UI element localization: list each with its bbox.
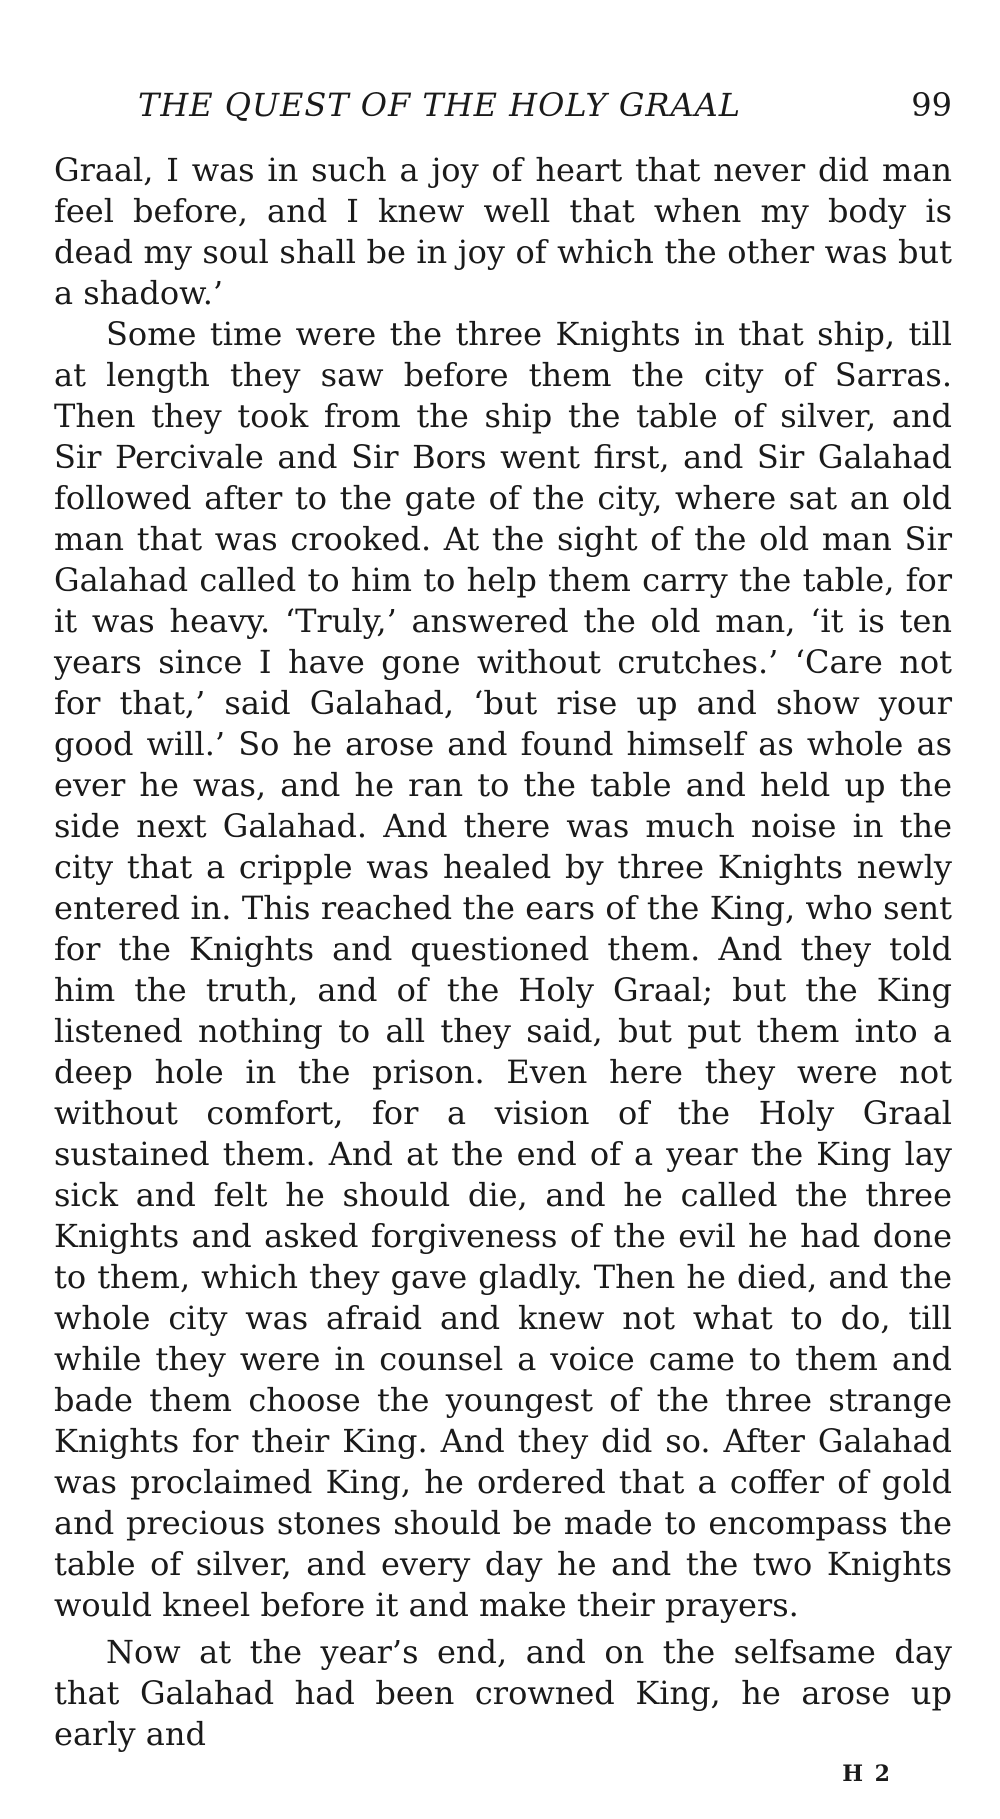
running-head — [54, 86, 952, 124]
running-head-title: THE QUEST OF THE HOLY GRAAL — [138, 86, 741, 124]
paragraph: Some time were the three Knights in that ship, till at length they saw before them the city of Sarras. Then they took from the ship the table of silver, and Sir Percivale and Sir Bors went first, and Sir Galahad followed after to the gate of the city, where sat an old man that was crooked. At the sight of the old man Sir Galahad called to him to help them carry the table, for it was heavy. ‘Truly,’ answered the old man, ‘it is ten years since I have gone without crutches.’ ‘Care not for that,’ said Galahad, ‘but rise up and show your good will.’ So he arose and found himself as whole as ever he was, and he ran to the table and held up the side next Galahad. And there was much noise in the city that a cripple was healed by three Knights newly entered in. This reached the ears of the King, who sent for the Knights and questioned them. And they told him the truth, and of the Holy Graal; but the King listened nothing to all they said, but put them into a deep hole in the prison. Even here they were not without comfort, for a vision of the Holy Graal sustained them. And at the end of a year the King lay sick and felt he should die, and he called the three Knights and asked forgiveness of the evil he had done to them, which they gave gladly. Then he died, and the whole city was afraid and knew not what to do, till while they were in counsel a voice came to them and bade them choose the youngest of the three strange Knights for their King. And they did so. After Galahad was proclaimed King, he ordered that a coffer of gold and precious stones should be made to encompass the table of silver, and every day he and the two Knights would kneel before it and make their prayers. — [54, 315, 952, 1624]
paragraph: Now at the year’s end, and on the selfsame day that Galahad had been crowned King, he arose up early and — [54, 1633, 952, 1753]
paragraph: Graal, I was in such a joy of heart that never did man feel before, and I knew well that when my body is dead my soul shall be in joy of which the other was but a shadow.’ — [54, 151, 952, 312]
signature-mark: H 2 — [842, 1761, 892, 1787]
body-text — [54, 150, 952, 1755]
book-page — [54, 86, 952, 1787]
page-number: 99 — [911, 86, 952, 124]
